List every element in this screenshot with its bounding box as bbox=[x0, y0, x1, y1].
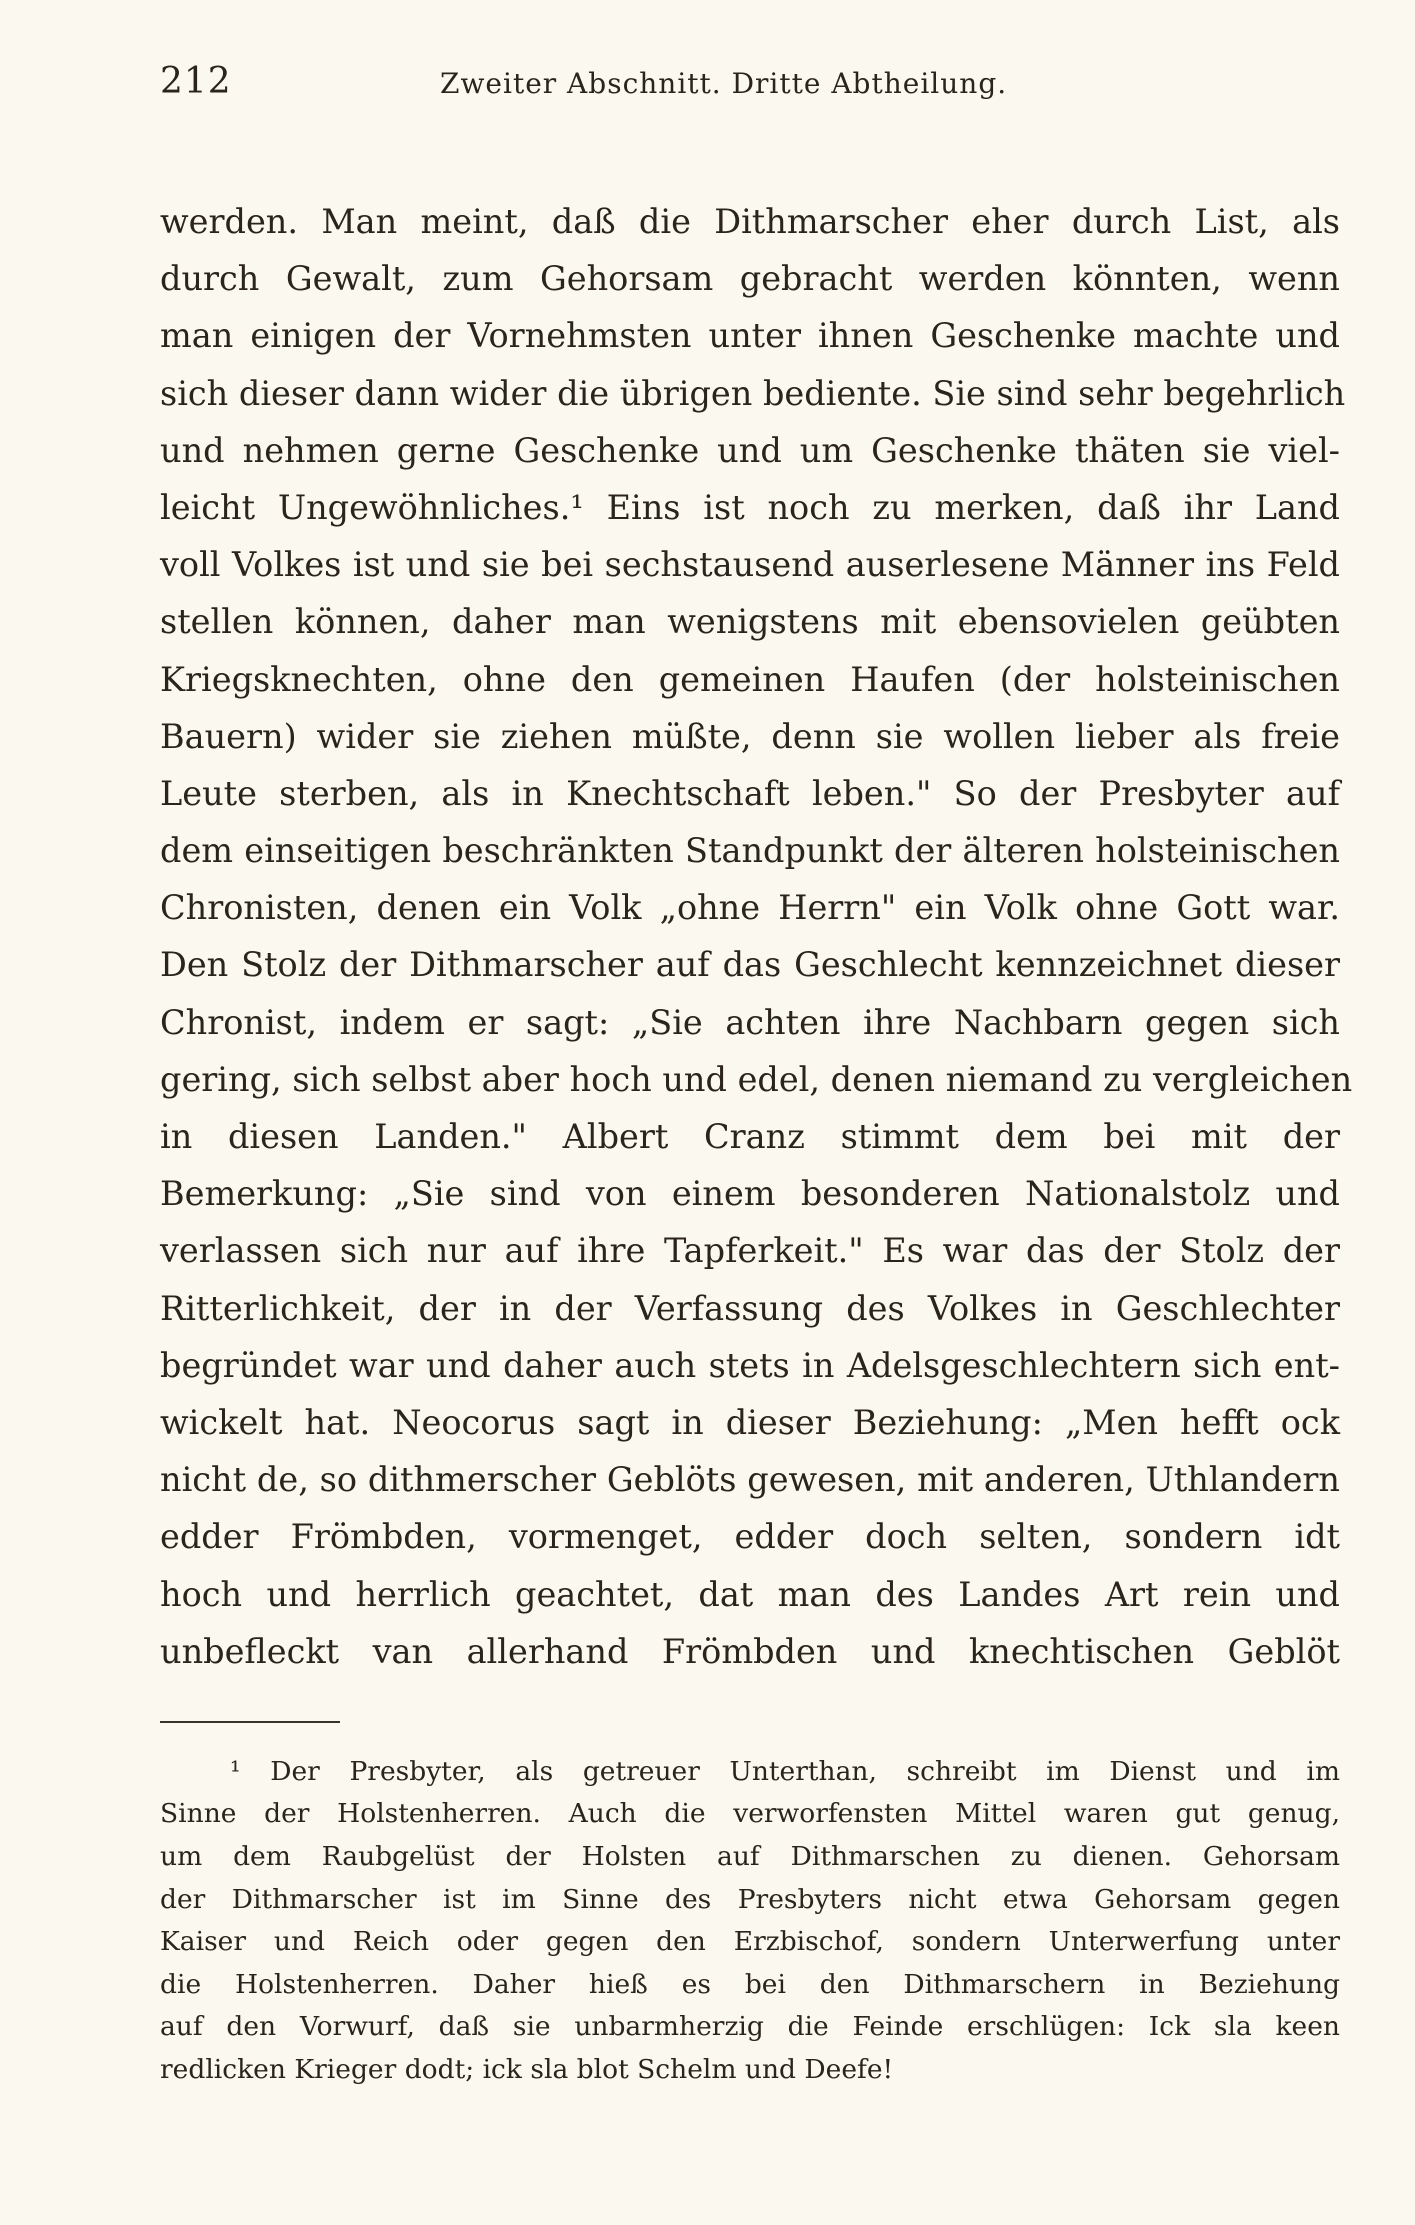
text-line: begründet war und daher auch stets in Adelsgeschlechtern sich ent- bbox=[160, 1345, 1340, 1385]
footnote-line: Kaiser und Reich oder gegen den Erzbischof, sondern Unterwerfung unter bbox=[160, 1926, 1340, 1958]
text-line: hoch und herrlich geachtet, dat man des Landes Art rein und bbox=[160, 1574, 1340, 1614]
page-number: 212 bbox=[160, 61, 232, 102]
footnote-line: ¹ Der Presbyter, als getreuer Unterthan, schreibt im Dienst und im bbox=[230, 1755, 1340, 1787]
footnote-line: redlicken Krieger dodt; ick sla blot Schelm und Deefe! bbox=[160, 2054, 894, 2086]
text-line: sich dieser dann wider die übrigen bediente. Sie sind sehr begehrlich bbox=[160, 373, 1346, 413]
running-head: Zweiter Abschnitt. Dritte Abtheilung. bbox=[440, 67, 1008, 100]
body-text bbox=[160, 193, 1353, 1680]
text-line: Kriegsknechten, ohne den gemeinen Haufen (der holsteinischen bbox=[160, 659, 1340, 699]
text-line: voll Volkes ist und sie bei sechstausend auserlesene Männer ins Feld bbox=[160, 545, 1340, 585]
text-line: Den Stolz der Dithmarscher auf das Geschlecht kennzeichnet dieser bbox=[160, 945, 1340, 985]
text-line: verlassen sich nur auf ihre Tapferkeit." Es war das der Stolz der bbox=[160, 1231, 1340, 1271]
text-line: Bauern) wider sie ziehen müßte, denn sie wollen lieber als freie bbox=[160, 716, 1340, 756]
text-line: wickelt hat. Neocorus sagt in dieser Beziehung: „Men hefft ock bbox=[160, 1402, 1340, 1442]
text-line: stellen können, daher man wenigstens mit ebensovielen geübten bbox=[160, 602, 1340, 642]
text-line: in diesen Landen." Albert Cranz stimmt dem bei mit der bbox=[160, 1117, 1340, 1156]
footnote-line: die Holstenherren. Daher hieß es bei den Dithmarschern in Beziehung bbox=[160, 1968, 1340, 2000]
text-line: gering, sich selbst aber hoch und edel, denen niemand zu vergleichen bbox=[160, 1059, 1353, 1099]
text-line: Chronisten, denen ein Volk „ohne Herrn" ein Volk ohne Gott war. bbox=[160, 888, 1340, 928]
text-line: man einigen der Vornehmsten unter ihnen Geschenke machte und bbox=[160, 316, 1340, 356]
footnote-line: um dem Raubgelüst der Holsten auf Dithmarschen zu dienen. Gehorsam bbox=[160, 1841, 1340, 1873]
text-line: edder Frömbden, vormenget, edder doch selten, sondern idt bbox=[160, 1517, 1340, 1557]
book-page bbox=[160, 55, 1353, 2092]
text-line: Bemerkung: „Sie sind von einem besonderen Nationalstolz und bbox=[160, 1174, 1340, 1214]
footnote-divider bbox=[160, 1721, 340, 1723]
text-line: leicht Ungewöhnliches.¹ Eins ist noch zu merken, daß ihr Land bbox=[160, 487, 1340, 527]
footnote-line: Sinne der Holstenherren. Auch die verworfensten Mittel waren gut genug, bbox=[160, 1798, 1340, 1830]
text-line: unbefleckt van allerhand Frömbden und knechtischen Geblöt bbox=[160, 1631, 1340, 1671]
text-line: und nehmen gerne Geschenke und um Geschenke thäten sie viel- bbox=[160, 430, 1340, 470]
text-line: nicht de, so dithmerscher Geblöts gewesen, mit anderen, Uthlandern bbox=[160, 1460, 1340, 1500]
text-line: werden. Man meint, daß die Dithmarscher eher durch List, als bbox=[160, 202, 1340, 241]
footnote-line: der Dithmarscher ist im Sinne des Presbyters nicht etwa Gehorsam gegen bbox=[160, 1883, 1340, 1915]
text-line: dem einseitigen beschränkten Standpunkt der älteren holsteinischen bbox=[160, 831, 1340, 871]
text-line: durch Gewalt, zum Gehorsam gebracht werden könnten, wenn bbox=[160, 259, 1340, 299]
text-line: Ritterlichkeit, der in der Verfassung des Volkes in Geschlechter bbox=[160, 1288, 1340, 1328]
text-line: Leute sterben, als in Knechtschaft leben." So der Presbyter auf bbox=[160, 773, 1340, 813]
page-header bbox=[160, 55, 1340, 115]
text-line: Chronist, indem er sagt: „Sie achten ihre Nachbarn gegen sich bbox=[160, 1002, 1340, 1042]
footnote-line: auf den Vorwurf, daß sie unbarmherzig die Feinde erschlügen: Ick sla keen bbox=[160, 2011, 1340, 2043]
footnotes bbox=[160, 1751, 1340, 2092]
